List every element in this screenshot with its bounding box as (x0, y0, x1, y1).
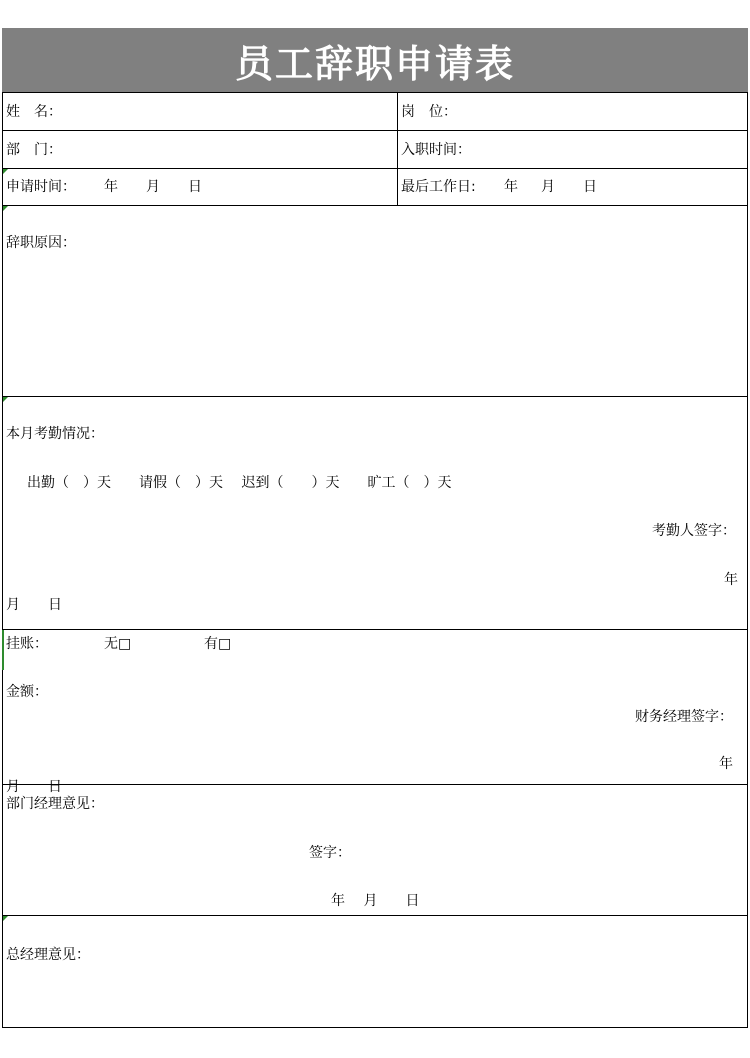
divider-row3 (2, 205, 748, 206)
finance-date-clip (6, 779, 126, 795)
cell-marker (3, 169, 8, 174)
divider-dept-manager (2, 915, 748, 916)
apply-date-label: 申请时间： (6, 179, 76, 195)
title-bar (2, 28, 748, 92)
border-left (2, 92, 3, 1028)
cell-marker (3, 397, 8, 402)
divider-row2 (2, 168, 748, 169)
form-title: 员工辞职申请表 (234, 41, 515, 86)
apply-month: 月 (146, 179, 160, 195)
row-highlight (2, 630, 4, 670)
account-label: 挂账： (6, 636, 48, 652)
amount-label: 金额： (6, 684, 48, 700)
attendance-year: 年 (724, 572, 738, 588)
account-none-option[interactable]: 无□ (104, 636, 132, 652)
hire-date-label: 入职时间： (401, 142, 471, 158)
last-month: 月 (541, 179, 555, 195)
divider-after-title (2, 92, 748, 93)
name-label: 姓 名： (6, 104, 62, 120)
last-day: 日 (583, 179, 597, 195)
divider-finance (2, 784, 748, 785)
dept-manager-sign-label: 签字： (309, 845, 351, 861)
cell-marker (3, 206, 8, 211)
account-has-option[interactable]: 有□ (204, 636, 232, 652)
position-label: 岗 位： (401, 104, 457, 120)
finance-month-day: 月 日 (6, 779, 62, 795)
divider-reason (2, 396, 748, 397)
finance-signer-label: 财务经理签字： (635, 709, 733, 725)
divider-attendance (2, 629, 748, 630)
attendance-signer-label: 考勤人签字： (652, 523, 736, 539)
border-bottom (2, 1027, 748, 1028)
attendance-label: 本月考勤情况： (6, 426, 104, 442)
dept-manager-date: 年 月 日 (331, 893, 420, 909)
last-year: 年 (504, 179, 518, 195)
column-divider (397, 92, 398, 205)
apply-day: 日 (188, 179, 202, 195)
attendance-month-day: 月 日 (6, 597, 62, 613)
apply-year: 年 (104, 179, 118, 195)
finance-year: 年 (719, 756, 733, 772)
cell-marker (3, 916, 8, 921)
divider-row1 (2, 130, 748, 131)
border-right (747, 92, 748, 1028)
dept-manager-label: 部门经理意见： (6, 796, 104, 812)
gm-label: 总经理意见： (6, 947, 90, 963)
last-workday-label: 最后工作日: (401, 179, 476, 195)
reason-label: 辞职原因： (6, 235, 76, 251)
department-label: 部 门： (6, 142, 62, 158)
attendance-detail: 出勤（ ）天 请假（ ）天 迟到（ ）天 旷工（ ）天 (27, 475, 452, 491)
